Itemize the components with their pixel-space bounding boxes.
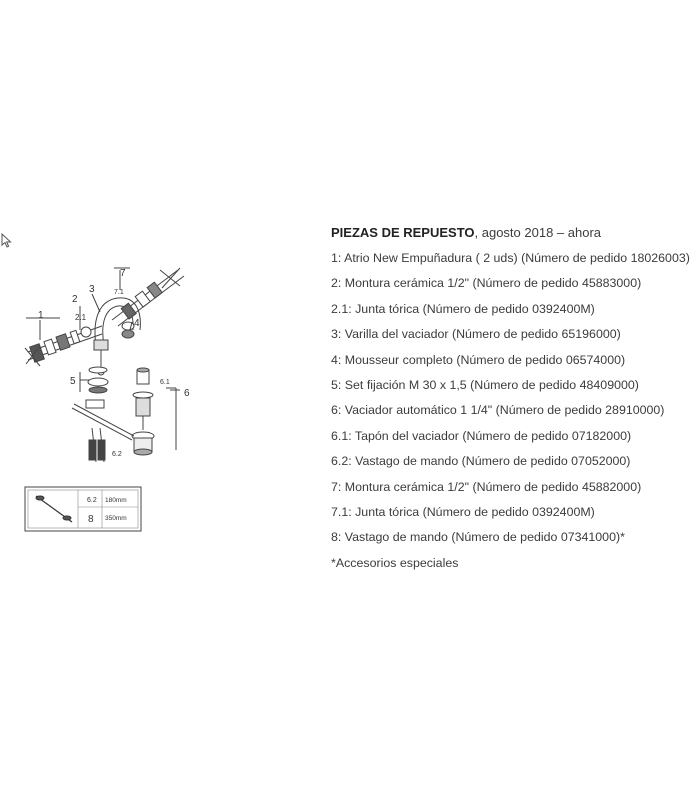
table-row-id: 6.2 <box>87 497 97 504</box>
callout-5: 5 <box>70 376 76 387</box>
callout-6: 6 <box>184 388 190 399</box>
exploded-parts-diagram <box>0 0 300 560</box>
list-item: 8: Vastago de mando (Número de pedido 07341000)* <box>331 530 625 545</box>
callout-3: 3 <box>89 284 95 295</box>
list-item: 3: Varilla del vaciador (Número de pedido 65196000) <box>331 327 621 342</box>
control-rods <box>72 400 134 462</box>
list-item: 1: Atrio New Empuñadura ( 2 uds) (Número de pedido 18026003) <box>331 251 690 265</box>
aerator <box>122 322 134 338</box>
list-item: 2.1: Junta tórica (Número de pedido 0392400M) <box>331 301 595 316</box>
parts-title-bold: PIEZAS DE REPUESTO <box>331 225 475 240</box>
popup-waste <box>132 368 154 455</box>
list-item: 6: Vaciador automático 1 1/4" (Número de pedido 28910000) <box>331 403 665 418</box>
table-row-length: 350mm <box>105 515 127 522</box>
list-item: 5: Set fijación M 30 x 1,5 (Número de pedido 48409000) <box>331 377 639 392</box>
callout-6-1: 6.1 <box>160 379 170 386</box>
list-item: 2: Montura cerámica 1/2" (Número de pedido 45883000) <box>331 276 642 291</box>
parts-title <box>331 224 691 242</box>
list-item: 7.1: Junta tórica (Número de pedido 0392400M) <box>331 504 595 519</box>
callout-2: 2 <box>72 294 78 305</box>
accessories-note: *Accesorios especiales <box>331 555 459 570</box>
callout-7: 7 <box>120 268 126 279</box>
list-item: 7: Montura cerámica 1/2" (Número de pedido 45882000) <box>331 479 642 494</box>
callout-7-1: 7.1 <box>114 289 124 296</box>
list-item: 6.2: Vastago de mando (Número de pedido 07052000) <box>331 454 631 469</box>
mounting-set <box>88 367 108 393</box>
left-handle-assembly <box>25 326 102 366</box>
list-item: 6.1: Tapón del vaciador (Número de pedido 07182000) <box>331 428 632 443</box>
rod-length-table <box>25 487 141 531</box>
spare-parts-list <box>331 224 691 572</box>
callout-6-2: 6.2 <box>112 451 122 458</box>
callout-2-1: 2.1 <box>75 313 87 322</box>
table-row-length: 180mm <box>105 497 127 504</box>
parts-title-date: , agosto 2018 – ahora <box>474 225 602 240</box>
list-item: 4: Mousseur completo (Número de pedido 06574000) <box>331 352 626 367</box>
callout-4: 4 <box>134 318 140 329</box>
callout-1: 1 <box>38 310 44 321</box>
table-row-id: 8 <box>88 514 94 525</box>
